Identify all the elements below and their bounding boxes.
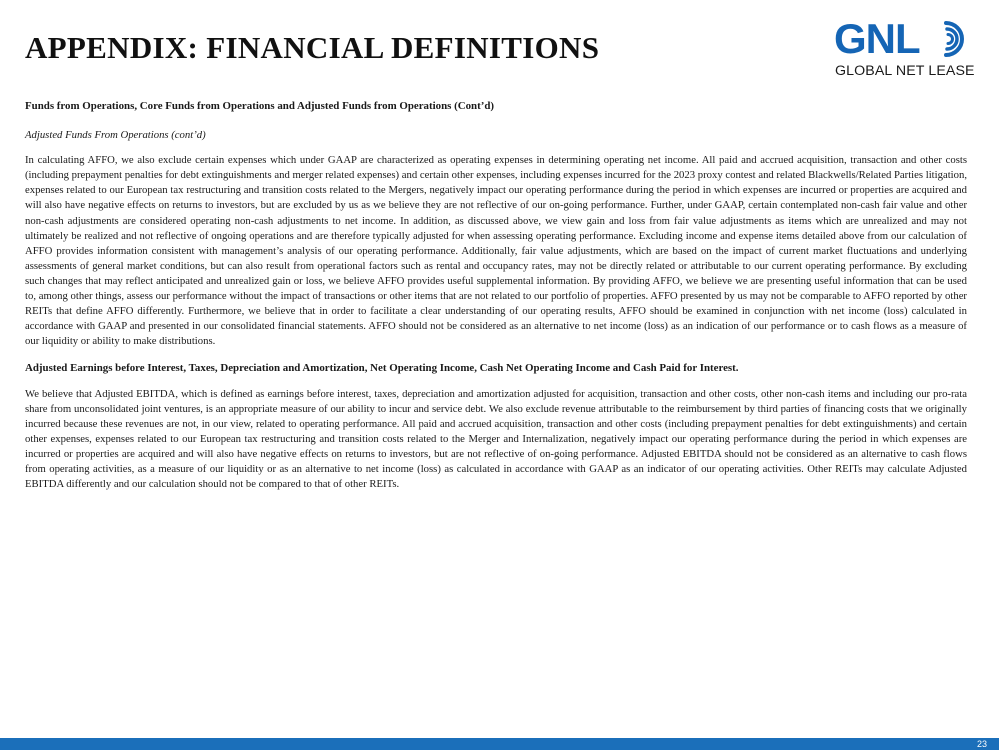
logo-subtitle: GLOBAL NET LEASE: [835, 63, 975, 79]
footer-bar: [0, 738, 999, 750]
paragraph-affo: In calculating AFFO, we also exclude certain expenses which under GAAP are characterized as operating expenses in determining operating net income. All paid and accrued acquisition, transaction and other costs (including prepayment penalties for debt extinguishments and merger related expenses) and certain other expenses, including expenses incurred for the 2023 proxy contest and related Blackwells/Related Parties litigation, expenses related to our European tax restructuring and transition costs related to the Mergers, negatively impact our operating performance during the period in which expenses are incurred or properties are acquired and will also have negative effects on returns to investors, but are excluded by us as we believe they are not reflective of our on-going performance. Further, under GAAP, certain contemplated non-cash fair value and other non-cash adjustments are considered operating non-cash adjustments to net income. In addition, as discussed above, we view gain and loss from fair value adjustments as items which are unrealized and may not ultimately be realized and not reflective of ongoing operations and are therefore typically adjusted for when assessing operating performance. Excluding income and expense items detailed above from our calculation of AFFO provides information consistent with management’s analysis of our operating performance. Additionally, fair value adjustments, which are based on the impact of current market fluctuations and underlying assessments of general market conditions, but can also result from operational factors such as rental and occupancy rates, may not be directly related or attributable to our current operating performance. By excluding such changes that may reflect anticipated and unrealized gain or loss, we believe AFFO provides useful supplemental information. By providing AFFO, we believe we are presenting useful information that can be used to, among other things, assess our performance without the impact of transactions or other items that are not related to our portfolio of properties. AFFO presented by us may not be comparable to AFFO reported by other REITs that define AFFO differently. Furthermore, we believe that in order to facilitate a clear understanding of our operating results, AFFO should be examined in conjunction with net income (loss) calculated in accordance with GAAP and presented in our consolidated financial statements. AFFO should not be considered as an alternative to net income (loss) as an indication of our performance or to cash flows as a measure of our liquidity or ability to make distributions.: [25, 154, 967, 348]
section-heading-ebitda: Adjusted Earnings before Interest, Taxes, Depreciation and Amortization, Net Operating Income, Cash Net Operating Income and Cash Paid for Interest.: [25, 362, 739, 375]
paragraph-ebitda: We believe that Adjusted EBITDA, which is defined as earnings before interest, taxes, depreciation and amortization adjusted for acquisition, transaction and other costs, other non-cash items and including our pro-rata share from unconsolidated joint ventures, is an appropriate measure of our ability to incur and service debt. We also exclude revenue attributable to the reimbursement by third parties of financing costs that we originally incurred because these revenues are not, in our view, related to operating performance. All paid and accrued acquisition, transaction and other costs (including prepayment penalties for debt extinguishments) and certain other expenses, expenses related to our European tax restructuring and transition costs related to the Merger and Internalization, negatively impact our operating performance during the period in which expenses are incurred or properties are acquired and will also have negative effects on returns to investors, but are not reflective of on-going performance. Adjusted EBITDA should not be considered as an alternative to cash flows from operating activities, as a measure of our liquidity or as an alternative to net income (loss) as calculated in accordance with GAAP as an indicator of our operating activities. Other REITs may calculate Adjusted EBITDA differently and our calculation should not be compared to that of other REITs.: [25, 387, 967, 491]
page-number: 23: [976, 739, 987, 749]
page-title: APPENDIX: FINANCIAL DEFINITIONS: [25, 30, 600, 65]
logo-mark: GNL: [834, 15, 920, 62]
gnl-logo: [832, 14, 977, 82]
logo-swirl-icon: [932, 18, 974, 60]
section-subheading-affo: Adjusted Funds From Operations (cont’d): [25, 129, 206, 142]
document-body: [25, 99, 967, 492]
section-heading-ffo: Funds from Operations, Core Funds from Operations and Adjusted Funds from Operations (Cont’d): [25, 100, 495, 112]
